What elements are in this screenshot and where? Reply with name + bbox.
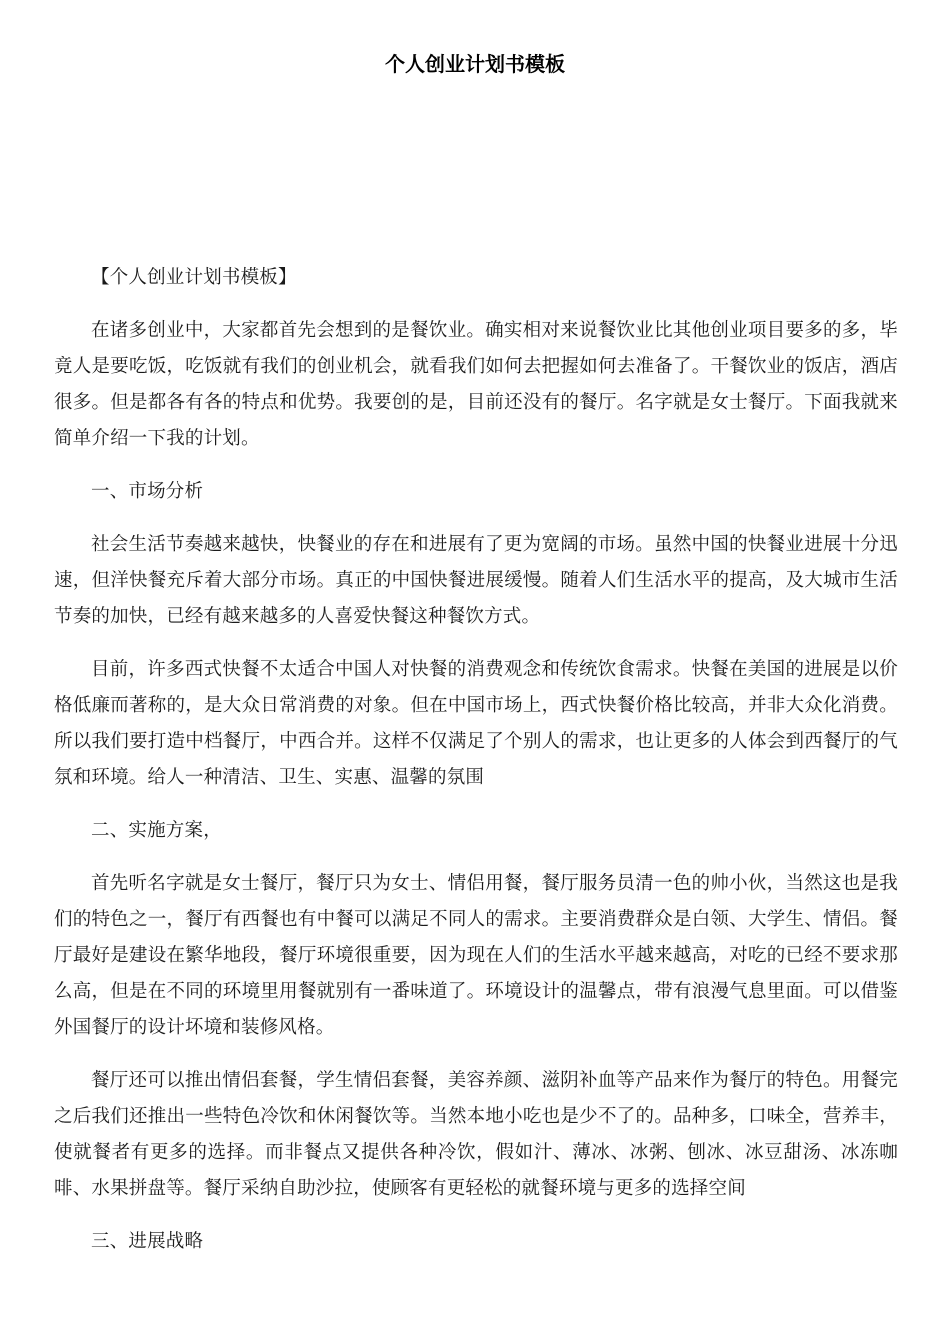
paragraph-implementation-2: 餐厅还可以推出情侣套餐，学生情侣套餐，美容养颜、滋阴补血等产品来作为餐厅的特色。用餐完之后我们还推出一些特色冷饮和休闲餐饮等。当然本地小吃也是少不了的。品种多，口味全，营养丰，使就餐者有更多的选择。而非餐点又提供各种冷饮，假如汁、薄冰、冰粥、刨冰、冰豆甜汤、冰冻咖啡、水果拼盘等。餐厅采纳自助沙拉，使顾客有更轻松的就餐环境与更多的选择空间 [54, 1070, 898, 1199]
paragraph-implementation-1: 首先听名字就是女士餐厅，餐厅只为女士、情侣用餐，餐厅服务员清一色的帅小伙，当然这也是我们的特色之一，餐厅有西餐也有中餐可以满足不同人的需求。主要消费群众是白领、大学生、情侣。餐厅最好是建设在繁华地段，餐厅环境很重要，因为现在人们的生活水平越来越高，对吃的已经不要求那么高，但是在不同的环境里用餐就别有一番味道了。环境设计的温馨点，带有浪漫气息里面。可以借鉴外国餐厅的设计坏境和装修风格。 [54, 873, 898, 1038]
document-body [54, 260, 898, 1277]
section-heading-implementation: 二、实施方案， [91, 820, 222, 841]
section-heading-market-analysis: 一、市场分析 [91, 481, 204, 502]
document-subtitle: 【个人创业计划书模板】 [91, 267, 297, 288]
document-title: 个人创业计划书模板 [385, 52, 565, 76]
section-heading-strategy: 三、进展战略 [91, 1231, 204, 1252]
paragraph-market-2: 目前，许多西式快餐不太适合中国人对快餐的消费观念和传统饮食需求。快餐在美国的进展是以价格低廉而著称的，是大众日常消费的对象。但在中国市场上，西式快餐价格比较高，并非大众化消费。所以我们要打造中档餐厅，中西合并。这样不仅满足了个别人的需求，也让更多的人体会到西餐厅的气氛和环境。给人一种清洁、卫生、实惠、温馨的氛围 [54, 659, 898, 788]
paragraph-intro: 在诸多创业中，大家都首先会想到的是餐饮业。确实相对来说餐饮业比其他创业项目要多的多，毕竟人是要吃饭，吃饭就有我们的创业机会，就看我们如何去把握如何去准备了。干餐饮业的饭店，酒店很多。但是都各有各的特点和优势。我要创的是，目前还没有的餐厅。名字就是女士餐厅。下面我就来简单介绍一下我的计划。 [54, 320, 898, 449]
paragraph-market-1: 社会生活节奏越来越快，快餐业的存在和进展有了更为宽阔的市场。虽然中国的快餐业进展十分迅速，但洋快餐充斥着大部分市场。真正的中国快餐进展缓慢。随着人们生活水平的提高，及大城市生活节奏的加快，已经有越来越多的人喜爱快餐这种餐饮方式。 [54, 534, 898, 627]
